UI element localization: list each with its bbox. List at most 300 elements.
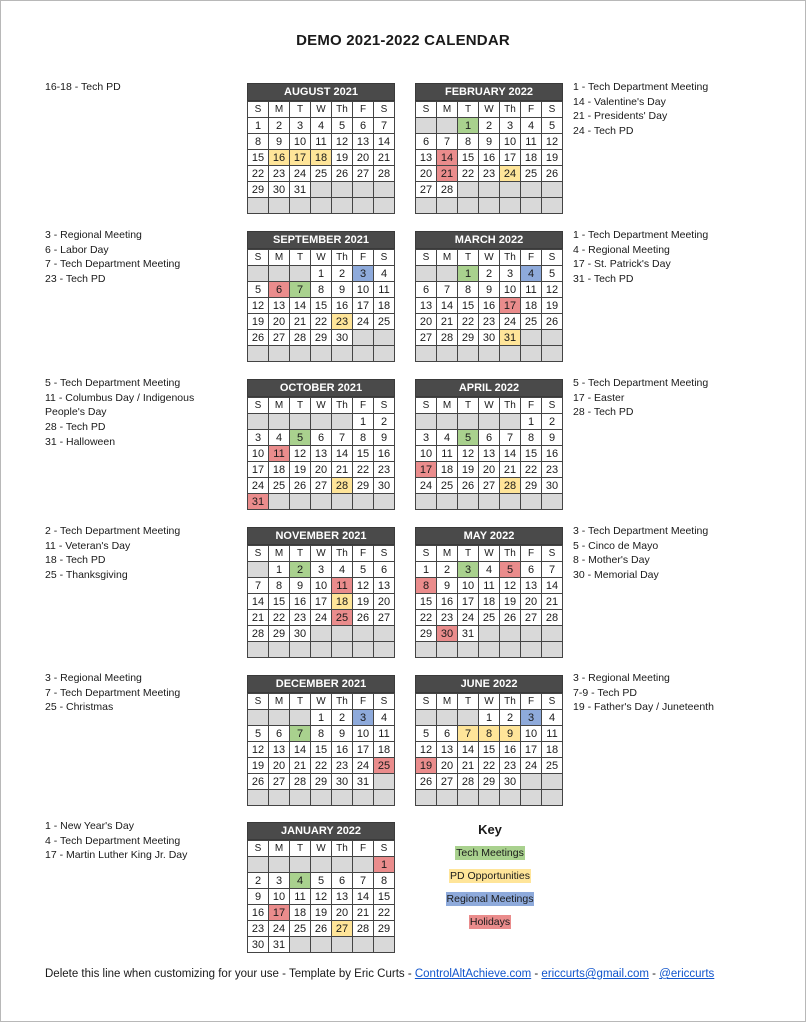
day-cell: 24 bbox=[500, 166, 521, 182]
day-cell: 11 bbox=[269, 446, 290, 462]
empty-day-cell bbox=[353, 626, 374, 642]
empty-day-cell bbox=[521, 346, 542, 362]
event-item: 18 - Tech PD bbox=[45, 554, 106, 567]
day-cell: 10 bbox=[269, 889, 290, 905]
empty-day-cell bbox=[542, 198, 563, 214]
footer bbox=[45, 968, 714, 980]
month-title: MARCH 2022 bbox=[415, 231, 563, 249]
event-item: 7 - Tech Department Meeting bbox=[45, 258, 181, 271]
page-title: DEMO 2021-2022 CALENDAR bbox=[296, 32, 510, 49]
event-list bbox=[45, 819, 235, 863]
day-cell: 7 bbox=[542, 562, 563, 578]
weekday-header: T bbox=[458, 102, 479, 118]
day-cell: 9 bbox=[269, 134, 290, 150]
day-cell: 7 bbox=[332, 430, 353, 446]
empty-day-cell bbox=[374, 198, 395, 214]
event-item: 25 - Thanksgiving bbox=[45, 569, 128, 582]
empty-day-cell bbox=[248, 562, 269, 578]
day-cell: 13 bbox=[374, 578, 395, 594]
day-cell: 21 bbox=[248, 610, 269, 626]
day-cell: 30 bbox=[332, 774, 353, 790]
event-list bbox=[45, 80, 235, 95]
empty-day-cell bbox=[248, 266, 269, 282]
day-cell: 14 bbox=[437, 298, 458, 314]
day-cell: 18 bbox=[542, 742, 563, 758]
weekday-header: S bbox=[374, 841, 395, 857]
day-cell: 7 bbox=[500, 430, 521, 446]
day-cell: 15 bbox=[353, 446, 374, 462]
day-cell: 2 bbox=[248, 873, 269, 889]
day-cell: 3 bbox=[416, 430, 437, 446]
month-calendar bbox=[415, 379, 563, 510]
day-cell: 28 bbox=[332, 478, 353, 494]
event-list bbox=[573, 80, 773, 139]
empty-day-cell bbox=[521, 182, 542, 198]
day-cell: 30 bbox=[290, 626, 311, 642]
day-cell: 20 bbox=[269, 314, 290, 330]
empty-day-cell bbox=[353, 182, 374, 198]
month-title: FEBRUARY 2022 bbox=[415, 83, 563, 101]
weekday-header: S bbox=[248, 102, 269, 118]
day-cell: 19 bbox=[353, 594, 374, 610]
day-cell: 1 bbox=[458, 118, 479, 134]
empty-day-cell bbox=[269, 198, 290, 214]
empty-day-cell bbox=[521, 642, 542, 658]
day-cell: 7 bbox=[290, 726, 311, 742]
day-cell: 15 bbox=[479, 742, 500, 758]
empty-day-cell bbox=[248, 414, 269, 430]
day-cell: 20 bbox=[269, 758, 290, 774]
footer-link-email[interactable]: ericcurts@gmail.com bbox=[541, 968, 649, 980]
day-cell: 5 bbox=[290, 430, 311, 446]
empty-day-cell bbox=[542, 774, 563, 790]
day-cell: 19 bbox=[458, 462, 479, 478]
legend-item-regional: Regional Meetings bbox=[446, 893, 534, 905]
empty-day-cell bbox=[332, 626, 353, 642]
day-cell: 7 bbox=[353, 873, 374, 889]
day-cell: 13 bbox=[332, 889, 353, 905]
month-title: DECEMBER 2021 bbox=[247, 675, 395, 693]
day-cell: 31 bbox=[269, 937, 290, 953]
day-cell: 2 bbox=[542, 414, 563, 430]
weekday-header: W bbox=[311, 841, 332, 857]
day-cell: 20 bbox=[416, 166, 437, 182]
month-title: APRIL 2022 bbox=[415, 379, 563, 397]
empty-day-cell bbox=[458, 710, 479, 726]
event-list bbox=[45, 671, 235, 715]
day-cell: 8 bbox=[479, 726, 500, 742]
empty-day-cell bbox=[269, 710, 290, 726]
empty-day-cell bbox=[416, 346, 437, 362]
weekday-header: S bbox=[542, 694, 563, 710]
month-grid bbox=[247, 101, 395, 214]
day-cell: 24 bbox=[521, 758, 542, 774]
empty-day-cell bbox=[332, 346, 353, 362]
day-cell: 11 bbox=[521, 282, 542, 298]
empty-day-cell bbox=[374, 790, 395, 806]
day-cell: 25 bbox=[521, 166, 542, 182]
weekday-header: F bbox=[521, 694, 542, 710]
day-cell: 23 bbox=[500, 758, 521, 774]
empty-day-cell bbox=[311, 790, 332, 806]
day-cell: 17 bbox=[500, 298, 521, 314]
day-cell: 27 bbox=[374, 610, 395, 626]
empty-day-cell bbox=[521, 330, 542, 346]
event-list bbox=[573, 228, 773, 287]
empty-day-cell bbox=[500, 494, 521, 510]
day-cell: 1 bbox=[353, 414, 374, 430]
day-cell: 28 bbox=[542, 610, 563, 626]
day-cell: 18 bbox=[374, 298, 395, 314]
day-cell: 9 bbox=[290, 578, 311, 594]
event-item: 1 - Tech Department Meeting bbox=[573, 229, 709, 241]
day-cell: 5 bbox=[353, 562, 374, 578]
day-cell: 9 bbox=[542, 430, 563, 446]
month-calendar bbox=[247, 231, 395, 362]
day-cell: 25 bbox=[311, 166, 332, 182]
day-cell: 20 bbox=[374, 594, 395, 610]
day-cell: 3 bbox=[500, 266, 521, 282]
day-cell: 17 bbox=[521, 742, 542, 758]
day-cell: 3 bbox=[311, 562, 332, 578]
weekday-header: T bbox=[458, 694, 479, 710]
day-cell: 11 bbox=[374, 282, 395, 298]
weekday-header: S bbox=[374, 546, 395, 562]
weekday-header: T bbox=[458, 398, 479, 414]
event-item: 2 - Tech Department Meeting bbox=[45, 525, 181, 537]
day-cell: 14 bbox=[332, 446, 353, 462]
day-cell: 10 bbox=[416, 446, 437, 462]
day-cell: 16 bbox=[332, 742, 353, 758]
month-calendar bbox=[247, 83, 395, 214]
empty-day-cell bbox=[500, 626, 521, 642]
empty-day-cell bbox=[374, 642, 395, 658]
day-cell: 21 bbox=[290, 758, 311, 774]
legend-item-pd: PD Opportunities bbox=[450, 870, 530, 882]
empty-day-cell bbox=[269, 790, 290, 806]
empty-day-cell bbox=[269, 414, 290, 430]
month-title: MAY 2022 bbox=[415, 527, 563, 545]
month-title: AUGUST 2021 bbox=[247, 83, 395, 101]
day-cell: 29 bbox=[374, 921, 395, 937]
day-cell: 29 bbox=[416, 626, 437, 642]
weekday-header: Th bbox=[500, 694, 521, 710]
day-cell: 16 bbox=[542, 446, 563, 462]
day-cell: 12 bbox=[542, 282, 563, 298]
empty-day-cell bbox=[542, 494, 563, 510]
empty-day-cell bbox=[311, 642, 332, 658]
day-cell: 27 bbox=[521, 610, 542, 626]
day-cell: 28 bbox=[374, 166, 395, 182]
day-cell: 27 bbox=[416, 330, 437, 346]
day-cell: 7 bbox=[458, 726, 479, 742]
day-cell: 17 bbox=[353, 298, 374, 314]
day-cell: 11 bbox=[332, 578, 353, 594]
event-item: 14 - Valentine's Day bbox=[573, 95, 666, 108]
weekday-header: W bbox=[479, 102, 500, 118]
empty-day-cell bbox=[374, 774, 395, 790]
day-cell: 18 bbox=[521, 298, 542, 314]
empty-day-cell bbox=[290, 346, 311, 362]
weekday-header: W bbox=[311, 398, 332, 414]
day-cell: 28 bbox=[458, 774, 479, 790]
day-cell: 13 bbox=[521, 578, 542, 594]
weekday-header: W bbox=[479, 398, 500, 414]
day-cell: 26 bbox=[248, 774, 269, 790]
empty-day-cell bbox=[269, 857, 290, 873]
empty-day-cell bbox=[311, 414, 332, 430]
day-cell: 24 bbox=[353, 314, 374, 330]
empty-day-cell bbox=[479, 182, 500, 198]
empty-day-cell bbox=[521, 774, 542, 790]
day-cell: 3 bbox=[353, 266, 374, 282]
day-cell: 4 bbox=[521, 266, 542, 282]
day-cell: 6 bbox=[416, 282, 437, 298]
day-cell: 21 bbox=[437, 314, 458, 330]
weekday-header: M bbox=[437, 546, 458, 562]
day-cell: 3 bbox=[290, 118, 311, 134]
weekday-header: M bbox=[269, 102, 290, 118]
weekday-header: T bbox=[458, 250, 479, 266]
event-item: 4 - Tech Department Meeting bbox=[45, 834, 181, 847]
day-cell: 31 bbox=[248, 494, 269, 510]
day-cell: 17 bbox=[248, 462, 269, 478]
empty-day-cell bbox=[416, 494, 437, 510]
empty-day-cell bbox=[353, 198, 374, 214]
weekday-header: F bbox=[353, 102, 374, 118]
day-cell: 8 bbox=[458, 282, 479, 298]
day-cell: 4 bbox=[521, 118, 542, 134]
event-item: 3 - Regional Meeting bbox=[45, 229, 142, 241]
day-cell: 1 bbox=[311, 710, 332, 726]
event-item: 28 - Tech PD bbox=[573, 406, 634, 419]
day-cell: 9 bbox=[332, 282, 353, 298]
day-cell: 15 bbox=[248, 150, 269, 166]
day-cell: 26 bbox=[353, 610, 374, 626]
empty-day-cell bbox=[458, 790, 479, 806]
event-item: 17 - St. Patrick's Day bbox=[573, 258, 671, 271]
day-cell: 21 bbox=[542, 594, 563, 610]
empty-day-cell bbox=[290, 937, 311, 953]
day-cell: 21 bbox=[458, 758, 479, 774]
day-cell: 3 bbox=[458, 562, 479, 578]
day-cell: 4 bbox=[332, 562, 353, 578]
day-cell: 4 bbox=[437, 430, 458, 446]
day-cell: 14 bbox=[542, 578, 563, 594]
weekday-header: Th bbox=[500, 102, 521, 118]
day-cell: 22 bbox=[458, 166, 479, 182]
day-cell: 27 bbox=[311, 478, 332, 494]
legend-title: Key bbox=[478, 822, 502, 837]
day-cell: 15 bbox=[374, 889, 395, 905]
empty-day-cell bbox=[374, 346, 395, 362]
event-list bbox=[573, 671, 773, 715]
empty-day-cell bbox=[332, 182, 353, 198]
day-cell: 5 bbox=[458, 430, 479, 446]
weekday-header: T bbox=[290, 102, 311, 118]
day-cell: 8 bbox=[248, 134, 269, 150]
month-grid bbox=[247, 249, 395, 362]
day-cell: 31 bbox=[290, 182, 311, 198]
empty-day-cell bbox=[290, 266, 311, 282]
day-cell: 24 bbox=[248, 478, 269, 494]
empty-day-cell bbox=[290, 857, 311, 873]
weekday-header: W bbox=[479, 250, 500, 266]
day-cell: 29 bbox=[248, 182, 269, 198]
day-cell: 28 bbox=[437, 330, 458, 346]
day-cell: 21 bbox=[500, 462, 521, 478]
empty-day-cell bbox=[416, 790, 437, 806]
day-cell: 16 bbox=[437, 594, 458, 610]
day-cell: 8 bbox=[458, 134, 479, 150]
day-cell: 17 bbox=[269, 905, 290, 921]
month-grid bbox=[415, 545, 563, 658]
day-cell: 27 bbox=[332, 921, 353, 937]
day-cell: 4 bbox=[374, 710, 395, 726]
day-cell: 11 bbox=[374, 726, 395, 742]
day-cell: 29 bbox=[521, 478, 542, 494]
weekday-header: T bbox=[458, 546, 479, 562]
day-cell: 5 bbox=[332, 118, 353, 134]
day-cell: 26 bbox=[332, 166, 353, 182]
empty-day-cell bbox=[437, 266, 458, 282]
weekday-header: M bbox=[269, 250, 290, 266]
weekday-header: S bbox=[416, 546, 437, 562]
event-item: 8 - Mother's Day bbox=[573, 554, 650, 567]
day-cell: 13 bbox=[479, 446, 500, 462]
day-cell: 28 bbox=[500, 478, 521, 494]
weekday-header: F bbox=[521, 102, 542, 118]
day-cell: 30 bbox=[479, 330, 500, 346]
day-cell: 10 bbox=[500, 134, 521, 150]
event-item: 1 - Tech Department Meeting bbox=[573, 81, 709, 93]
empty-day-cell bbox=[479, 626, 500, 642]
empty-day-cell bbox=[416, 198, 437, 214]
month-title: JANUARY 2022 bbox=[247, 822, 395, 840]
day-cell: 23 bbox=[479, 314, 500, 330]
day-cell: 19 bbox=[542, 150, 563, 166]
day-cell: 5 bbox=[416, 726, 437, 742]
day-cell: 25 bbox=[269, 478, 290, 494]
day-cell: 18 bbox=[437, 462, 458, 478]
day-cell: 27 bbox=[269, 774, 290, 790]
month-grid bbox=[247, 397, 395, 510]
day-cell: 19 bbox=[290, 462, 311, 478]
empty-day-cell bbox=[437, 642, 458, 658]
day-cell: 2 bbox=[332, 710, 353, 726]
day-cell: 22 bbox=[311, 758, 332, 774]
day-cell: 16 bbox=[500, 742, 521, 758]
weekday-header: M bbox=[269, 398, 290, 414]
event-item: 4 - Regional Meeting bbox=[573, 243, 670, 256]
day-cell: 24 bbox=[311, 610, 332, 626]
event-item: 7 - Tech Department Meeting bbox=[45, 686, 181, 699]
weekday-header: S bbox=[248, 250, 269, 266]
month-calendar bbox=[415, 83, 563, 214]
day-cell: 22 bbox=[353, 462, 374, 478]
day-cell: 23 bbox=[374, 462, 395, 478]
weekday-header: M bbox=[269, 694, 290, 710]
day-cell: 11 bbox=[311, 134, 332, 150]
empty-day-cell bbox=[290, 710, 311, 726]
weekday-header: T bbox=[290, 546, 311, 562]
day-cell: 23 bbox=[332, 314, 353, 330]
day-cell: 30 bbox=[500, 774, 521, 790]
day-cell: 22 bbox=[374, 905, 395, 921]
empty-day-cell bbox=[353, 857, 374, 873]
empty-day-cell bbox=[521, 790, 542, 806]
day-cell: 29 bbox=[311, 330, 332, 346]
day-cell: 6 bbox=[311, 430, 332, 446]
day-cell: 18 bbox=[311, 150, 332, 166]
empty-day-cell bbox=[290, 494, 311, 510]
day-cell: 14 bbox=[500, 446, 521, 462]
day-cell: 21 bbox=[374, 150, 395, 166]
event-item: 31 - Tech PD bbox=[573, 273, 634, 286]
month-calendar bbox=[247, 675, 395, 806]
day-cell: 2 bbox=[479, 118, 500, 134]
day-cell: 14 bbox=[458, 742, 479, 758]
day-cell: 23 bbox=[248, 921, 269, 937]
day-cell: 6 bbox=[437, 726, 458, 742]
day-cell: 14 bbox=[248, 594, 269, 610]
day-cell: 20 bbox=[521, 594, 542, 610]
day-cell: 27 bbox=[437, 774, 458, 790]
day-cell: 8 bbox=[311, 726, 332, 742]
day-cell: 23 bbox=[542, 462, 563, 478]
day-cell: 14 bbox=[290, 298, 311, 314]
day-cell: 28 bbox=[248, 626, 269, 642]
event-item: 5 - Cinco de Mayo bbox=[573, 539, 659, 552]
event-item: 5 - Tech Department Meeting bbox=[573, 377, 709, 389]
day-cell: 23 bbox=[290, 610, 311, 626]
day-cell: 23 bbox=[332, 758, 353, 774]
weekday-header: S bbox=[374, 398, 395, 414]
day-cell: 12 bbox=[500, 578, 521, 594]
day-cell: 21 bbox=[332, 462, 353, 478]
weekday-header: T bbox=[290, 694, 311, 710]
event-item: 16-18 - Tech PD bbox=[45, 81, 121, 93]
day-cell: 10 bbox=[521, 726, 542, 742]
day-cell: 15 bbox=[416, 594, 437, 610]
event-item: 1 - New Year's Day bbox=[45, 820, 134, 832]
day-cell: 25 bbox=[374, 758, 395, 774]
empty-day-cell bbox=[416, 266, 437, 282]
event-item: 17 - Easter bbox=[573, 391, 625, 404]
empty-day-cell bbox=[311, 937, 332, 953]
event-item: 25 - Christmas bbox=[45, 701, 114, 714]
weekday-header: S bbox=[416, 102, 437, 118]
day-cell: 2 bbox=[437, 562, 458, 578]
empty-day-cell bbox=[332, 790, 353, 806]
day-cell: 2 bbox=[290, 562, 311, 578]
footer-link-handle[interactable]: @ericcurts bbox=[659, 968, 715, 980]
footer-link-website[interactable]: ControlAltAchieve.com bbox=[414, 968, 532, 980]
day-cell: 28 bbox=[290, 330, 311, 346]
day-cell: 10 bbox=[353, 726, 374, 742]
empty-day-cell bbox=[416, 118, 437, 134]
day-cell: 5 bbox=[500, 562, 521, 578]
month-grid bbox=[247, 840, 395, 953]
day-cell: 27 bbox=[416, 182, 437, 198]
empty-day-cell bbox=[353, 346, 374, 362]
day-cell: 29 bbox=[479, 774, 500, 790]
empty-day-cell bbox=[248, 198, 269, 214]
day-cell: 6 bbox=[269, 282, 290, 298]
day-cell: 24 bbox=[290, 166, 311, 182]
day-cell: 25 bbox=[542, 758, 563, 774]
day-cell: 20 bbox=[332, 905, 353, 921]
